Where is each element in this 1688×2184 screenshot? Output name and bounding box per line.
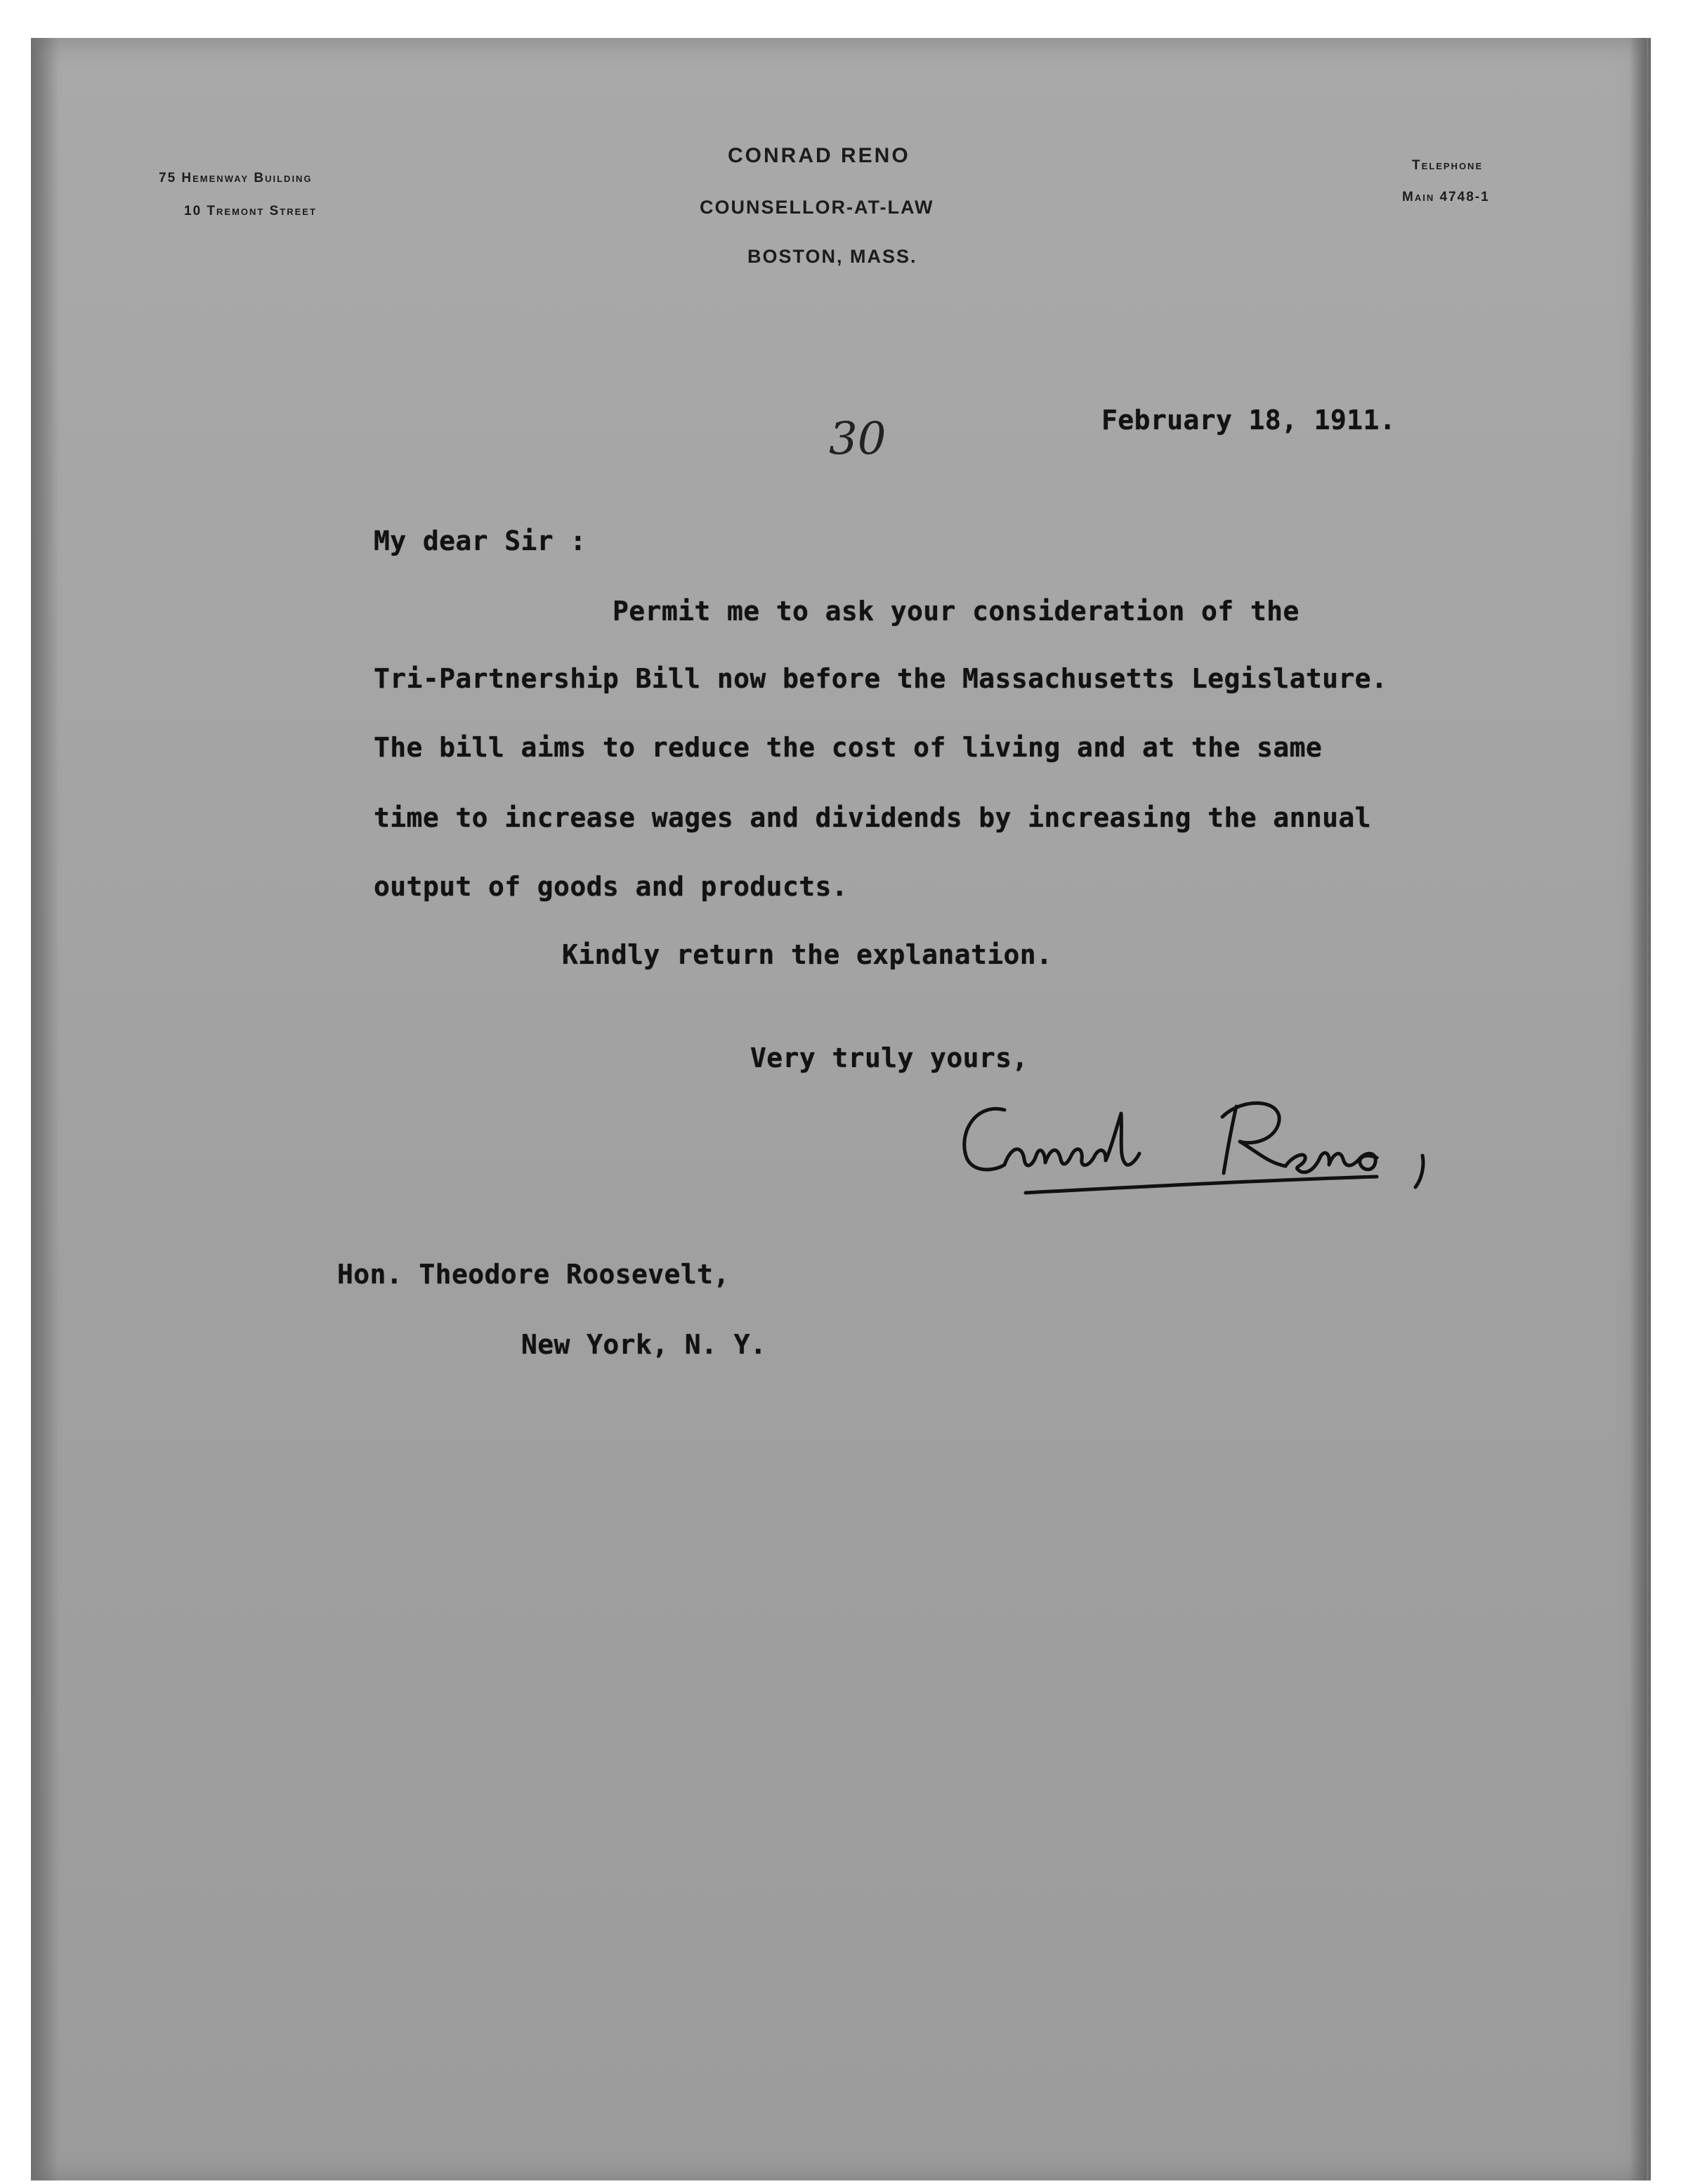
letter-date: February 18, 1911.: [1101, 405, 1396, 436]
salutation: My dear Sir :: [374, 525, 587, 556]
body-line-4: time to increase wages and dividends by increasing the annual: [374, 802, 1371, 833]
request-line: Kindly return the explanation.: [562, 939, 1053, 970]
letterhead-city: BOSTON, MASS.: [747, 246, 917, 267]
letterhead-address-line2: 10 Tremont Street: [184, 204, 317, 218]
body-line-1: Permit me to ask your consideration of the: [613, 596, 1300, 627]
body-line-3: The bill aims to reduce the cost of living and at the same: [374, 732, 1323, 763]
recipient-name: Hon. Theodore Roosevelt,: [337, 1259, 730, 1290]
letterhead-phone-label: Telephone: [1412, 158, 1484, 173]
letterhead-name: CONRAD RENO: [728, 144, 910, 167]
handwritten-page-number: 30: [829, 413, 886, 465]
signature-drawing: [955, 1089, 1503, 1222]
recipient-location: New York, N. Y.: [521, 1329, 767, 1360]
letterhead-title: COUNSELLOR-AT-LAW: [700, 197, 934, 218]
signature: [955, 1089, 1503, 1225]
letterhead-phone-number: Main 4748-1: [1402, 190, 1490, 204]
body-line-5: output of goods and products.: [374, 871, 849, 902]
sheet-shadow-right: [1630, 38, 1651, 2180]
body-line-2: Tri-Partnership Bill now before the Massachusetts Legislature.: [374, 663, 1388, 694]
sheet-shadow-left: [31, 38, 59, 2180]
closing: Very truly yours,: [750, 1042, 1028, 1073]
letterhead-address-line1: 75 Hemenway Building: [159, 171, 313, 185]
